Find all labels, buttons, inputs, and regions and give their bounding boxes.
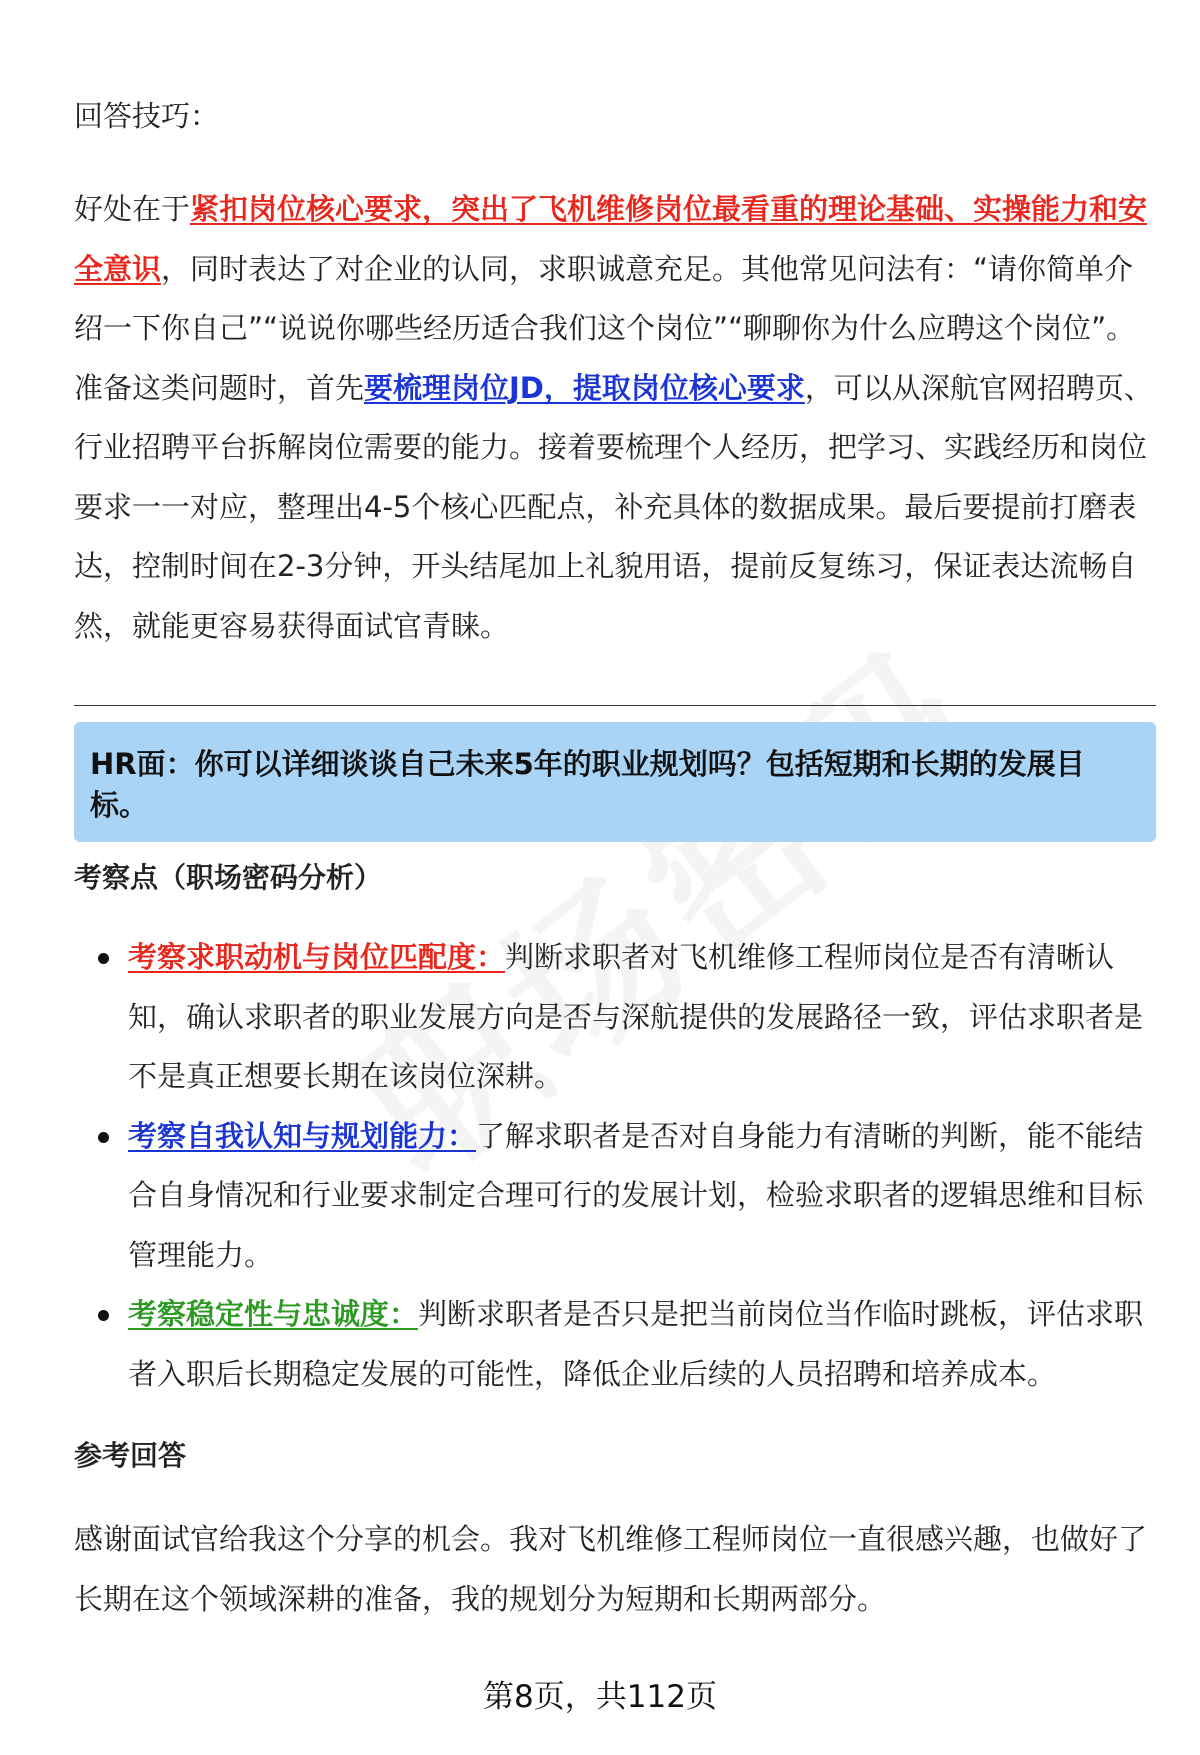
bullet-dot-icon: [98, 953, 109, 964]
tips-heading: 回答技巧：: [74, 99, 220, 133]
page-number: 第8页，共112页: [483, 1679, 717, 1715]
analysis-list: [74, 928, 1156, 1404]
list-item: [74, 1107, 1156, 1286]
tips-highlight-jd: 要梳理岗位JD，提取岗位核心要求: [364, 370, 805, 405]
tips-highlight-core-requirements: 紧扣岗位核心要求，突出了飞机维修岗位最看重的理论基础、实操能力和安全意识: [74, 192, 1148, 286]
tips-text-1: 好处在于: [74, 192, 191, 226]
analysis-item-text: 了解求职者是否对自身能力有清晰的判断，能不能结合自身情况和行业要求制定合理可行的发展计划，检验求职者的逻辑思维和目标管理能力。: [128, 1118, 1144, 1272]
analysis-item-text: 判断求职者对飞机维修工程师岗位是否有清晰认知，确认求职者的职业发展方向是否与深航提供的发展路径一致，评估求职者是不是真正想要长期在该岗位深耕。: [128, 940, 1144, 1093]
reference-heading: 参考回答: [74, 1439, 187, 1472]
question-box: [74, 722, 1156, 842]
list-item: [74, 1285, 1156, 1404]
question-text: HR面：你可以详细谈谈自己未来5年的职业规划吗？包括短期和长期的发展目标。: [90, 747, 1085, 822]
tips-text-3: ，可以从深航官网招聘页、行业招聘平台拆解岗位需要的能力。接着要梳理个人经历，把学习、实践经历和岗位要求一一对应，整理出4-5个核心匹配点，补充具体的数据成果。最后要提前打磨表达，控制时间在2-3分钟，开头结尾加上礼貌用语，提前反复练习，保证表达流畅自然，就能更容易获得面试官青睐。: [74, 370, 1153, 643]
analysis-item-text: 判断求职者是否只是把当前岗位当作临时跳板，评估求职者入职后长期稳定发展的可能性，降低企业后续的人员招聘和培养成本。: [128, 1297, 1144, 1391]
list-item: [74, 928, 1156, 1107]
analysis-item-label: 考察自我认知与规划能力：: [128, 1118, 477, 1153]
bullet-dot-icon: [98, 1132, 109, 1143]
bullet-dot-icon: [98, 1310, 109, 1321]
analysis-item-label: 考察求职动机与岗位匹配度：: [128, 940, 506, 974]
section-divider: [74, 705, 1156, 706]
tips-paragraph: [74, 180, 1156, 656]
reference-paragraph: 感谢面试官给我这个分享的机会。我对飞机维修工程师岗位一直很感兴趣，也做好了长期在这个领域深耕的准备，我的规划分为短期和长期两部分。: [74, 1522, 1148, 1616]
analysis-item-label: 考察稳定性与忠诚度：: [128, 1297, 419, 1331]
analysis-heading: 考察点（职场密码分析）: [74, 861, 383, 894]
tips-text-2: ，同时表达了对企业的认同，求职诚意充足。其他常见问法有：“请你简单介绍一下你自己”“说说你哪些经历适合我们这个岗位”“聊聊你为什么应聘这个岗位”。准备这类问题时，首先: [74, 251, 1136, 405]
